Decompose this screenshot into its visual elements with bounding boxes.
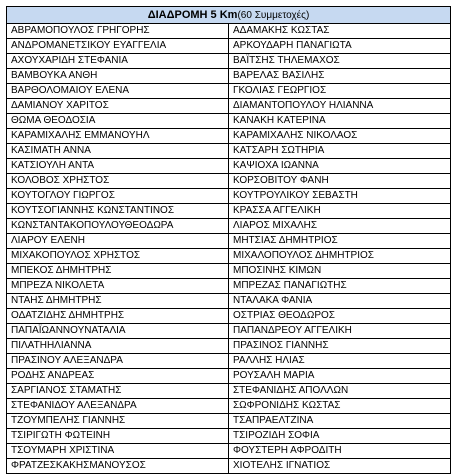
table-row: [7, 39, 451, 54]
table-row: [7, 294, 451, 309]
participant-name-right: ΦΟΥΣΤΕΡΗ ΑΦΡΟΔΙΤΗ: [229, 444, 451, 459]
table-row: [7, 144, 451, 159]
participant-name-left: ΑΧΟΥΧΑΡΙΔΗ ΣΤΕΦΑΝΙΑ: [7, 54, 229, 69]
table-row: [7, 204, 451, 219]
participant-name-left: ΠΙΛΑΤΗΗΛΙΑΝΝΑ: [7, 339, 229, 354]
table-row: [7, 84, 451, 99]
participant-name-right: ΠΡΑΣΙΝΟΣ ΓΙΑΝΝΗΣ: [229, 339, 451, 354]
table-header-row: [7, 7, 451, 24]
table-row: [7, 129, 451, 144]
table-row: [7, 249, 451, 264]
table-row: [7, 159, 451, 174]
participant-name-right: ΓΚΟΛΙΑΣ ΓΕΩΡΓΙΟΣ: [229, 84, 451, 99]
participants-table: [6, 6, 451, 474]
table-row: [7, 339, 451, 354]
participant-name-left: ΠΡΑΣΙΝΟΥ ΑΛΕΞΑΝΔΡΑ: [7, 354, 229, 369]
race-title: ΔΙΑΔΡΟΜΗ 5 Km: [147, 8, 238, 21]
table-row: [7, 279, 451, 294]
participant-name-left: ΤΣΙΡΙΓΩΤΗ ΦΩΤΕΙΝΗ: [7, 429, 229, 444]
participant-name-left: ΒΑΡΘΟΛΟΜΑΙΟΥ ΕΛΕΝΑ: [7, 84, 229, 99]
table-row: [7, 189, 451, 204]
participant-name-left: ΚΩΝΣΤΑΝΤΑΚΟΠΟΥΛΟΥΘΕΟΔΩΡΑ: [7, 219, 229, 234]
participant-name-right: ΜΗΤΣΙΑΣ ΔΗΜΗΤΡΙΟΣ: [229, 234, 451, 249]
table-row: [7, 174, 451, 189]
participants-sheet: [6, 6, 451, 474]
participant-name-left: ΝΤΑΗΣ ΔΗΜΗΤΡΗΣ: [7, 294, 229, 309]
participant-name-left: ΚΑΣΙΜΑΤΗ ΑΝΝΑ: [7, 144, 229, 159]
participant-name-right: ΚΟΡΣΟΒΙΤΟΥ ΦΑΝΗ: [229, 174, 451, 189]
participant-name-right: ΣΩΦΡΟΝΙΔΗΣ ΚΩΣΤΑΣ: [229, 399, 451, 414]
participant-name-right: ΚΑΝΑΚΗ ΚΑΤΕΡΙΝΑ: [229, 114, 451, 129]
participant-name-right: ΡΑΛΛΗΣ ΗΛΙΑΣ: [229, 354, 451, 369]
participant-name-right: ΣΤΕΦΑΝΙΔΗΣ ΑΠΟΛΛΩΝ: [229, 384, 451, 399]
participant-name-left: ΑΝΔΡΟΜΑΝΕΤΣΙΚΟΥ ΕΥΑΓΓΕΛΙΑ: [7, 39, 229, 54]
participant-name-left: ΣΑΡΓΙΑΝΟΣ ΣΤΑΜΑΤΗΣ: [7, 384, 229, 399]
participant-name-left: ΛΙΑΡΟΥ ΕΛΕΝΗ: [7, 234, 229, 249]
table-row: [7, 324, 451, 339]
participant-name-right: ΜΙΧΑΛΟΠΟΥΛΟΣ ΔΗΜΗΤΡΙΟΣ: [229, 249, 451, 264]
participant-name-right: ΜΠΡΕΖΑΣ ΠΑΝΑΓΙΩΤΗΣ: [229, 279, 451, 294]
table-row: [7, 444, 451, 459]
participant-name-left: ΟΔΑΤΖΙΔΗΣ ΔΗΜΗΤΡΗΣ: [7, 309, 229, 324]
participant-count: (60 Συμμετοχές): [237, 9, 310, 21]
participant-name-left: ΜΙΧΑΚΟΠΟΥΛΟΣ ΧΡΗΣΤΟΣ: [7, 249, 229, 264]
participant-name-left: ΘΩΜΑ ΘΕΟΔΟΣΙΑ: [7, 114, 229, 129]
table-row: [7, 264, 451, 279]
participant-name-left: ΚΟΥΤΟΓΛΟΥ ΓΙΩΡΓΟΣ: [7, 189, 229, 204]
table-row: [7, 99, 451, 114]
participant-name-left: ΜΠΡΕΖΑ ΝΙΚΟΛΕΤΑ: [7, 279, 229, 294]
participants-table-body: [7, 7, 451, 474]
participant-name-right: ΠΑΠΑΝΔΡΕΟΥ ΑΓΓΕΛΙΚΗ: [229, 324, 451, 339]
participant-name-left: ΤΣΟΥΜΑΡΗ ΧΡΙΣΤΙΝΑ: [7, 444, 229, 459]
table-row: [7, 369, 451, 384]
participant-name-right: ΧΙΟΤΕΛΗΣ ΙΓΝΑΤΙΟΣ: [229, 459, 451, 474]
participant-name-left: ΚΑΡΑΜΙΧΑΛΗΣ ΕΜΜΑΝΟΥΗΛ: [7, 129, 229, 144]
participant-name-right: ΛΙΑΡΟΣ ΜΙΧΑΛΗΣ: [229, 219, 451, 234]
participant-name-right: ΒΑΡΕΛΑΣ ΒΑΣΙΛΗΣ: [229, 69, 451, 84]
table-row: [7, 414, 451, 429]
table-row: [7, 54, 451, 69]
participant-name-left: ΠΑΠΑΪΩΑΝΝΟΥΝΑΤΑΛΙΑ: [7, 324, 229, 339]
table-row: [7, 354, 451, 369]
participant-name-right: ΑΡΚΟΥΔΑΡΗ ΠΑΝΑΓΙΩΤΑ: [229, 39, 451, 54]
participant-name-left: ΑΒΡΑΜΟΠΟΥΛΟΣ ΓΡΗΓΟΡΗΣ: [7, 24, 229, 39]
table-row: [7, 114, 451, 129]
participant-name-left: ΦΡΑΤΖΕΣΚΑΚΗΣΜΑΝΟΥΣΟΣ: [7, 459, 229, 474]
participant-name-right: ΔΙΑΜΑΝΤΟΠΟΥΛΟΥ ΗΛΙΑΝΝΑ: [229, 99, 451, 114]
participant-name-right: ΝΤΑΛΑΚΑ ΦΑΝΙΑ: [229, 294, 451, 309]
participant-name-right: ΑΔΑΜΑΚΗΣ ΚΩΣΤΑΣ: [229, 24, 451, 39]
participant-name-left: ΚΑΤΣΙΟΥΛΗ ΑΝΤΑ: [7, 159, 229, 174]
table-row: [7, 459, 451, 474]
participant-name-left: ΤΖΟΥΜΠΕΛΗΣ ΓΙΑΝΝΗΣ: [7, 414, 229, 429]
table-row: [7, 429, 451, 444]
table-title-cell: [7, 7, 451, 24]
participant-name-left: ΣΤΕΦΑΝΙΔΟΥ ΑΛΕΞΑΝΔΡΑ: [7, 399, 229, 414]
participant-name-right: ΤΣΑΠΡΑΕΛΤΖΙΝΑ: [229, 414, 451, 429]
participant-name-right: ΚΑΤΣΑΡΗ ΣΩΤΗΡΙΑ: [229, 144, 451, 159]
participant-name-left: ΒΑΜΒΟΥΚΑ ΑΝΘΗ: [7, 69, 229, 84]
participant-name-right: ΚΑΡΑΜΙΧΑΛΗΣ ΝΙΚΟΛΑΟΣ: [229, 129, 451, 144]
participant-name-left: ΔΑΜΙΑΝΟΥ ΧΑΡΙΤΟΣ: [7, 99, 229, 114]
participant-name-right: ΜΠΟΣΙΝΗΣ ΚΙΜΩΝ: [229, 264, 451, 279]
table-row: [7, 234, 451, 249]
participant-name-left: ΜΠΕΚΟΣ ΔΗΜΗΤΡΗΣ: [7, 264, 229, 279]
table-row: [7, 384, 451, 399]
participant-name-right: ΤΣΙΡΟΖΙΔΗ ΣΟΦΙΑ: [229, 429, 451, 444]
participant-name-left: ΚΟΛΟΒΟΣ ΧΡΗΣΤΟΣ: [7, 174, 229, 189]
table-row: [7, 24, 451, 39]
table-row: [7, 219, 451, 234]
participant-name-right: ΡΟΥΣΑΛΗ ΜΑΡΙΑ: [229, 369, 451, 384]
participant-name-left: ΚΟΥΤΣΟΓΙΑΝΝΗΣ ΚΩΝΣΤΑΝΤΙΝΟΣ: [7, 204, 229, 219]
table-row: [7, 399, 451, 414]
participant-name-left: ΡΟΔΗΣ ΑΝΔΡΕΑΣ: [7, 369, 229, 384]
participant-name-right: ΚΡΑΣΣΑ ΑΓΓΕΛΙΚΗ: [229, 204, 451, 219]
table-row: [7, 69, 451, 84]
participant-name-right: ΒΑΪΤΣΗΣ ΤΗΛΕΜΑΧΟΣ: [229, 54, 451, 69]
participant-name-right: ΚΟΥΤΡΟΥΛΙΚΟΥ ΣΕΒΑΣΤΗ: [229, 189, 451, 204]
table-row: [7, 309, 451, 324]
participant-name-right: ΚΑΨΙΟΧΑ ΙΩΑΝΝΑ: [229, 159, 451, 174]
participant-name-right: ΟΣΤΡΙΑΣ ΘΕΟΔΩΡΟΣ: [229, 309, 451, 324]
